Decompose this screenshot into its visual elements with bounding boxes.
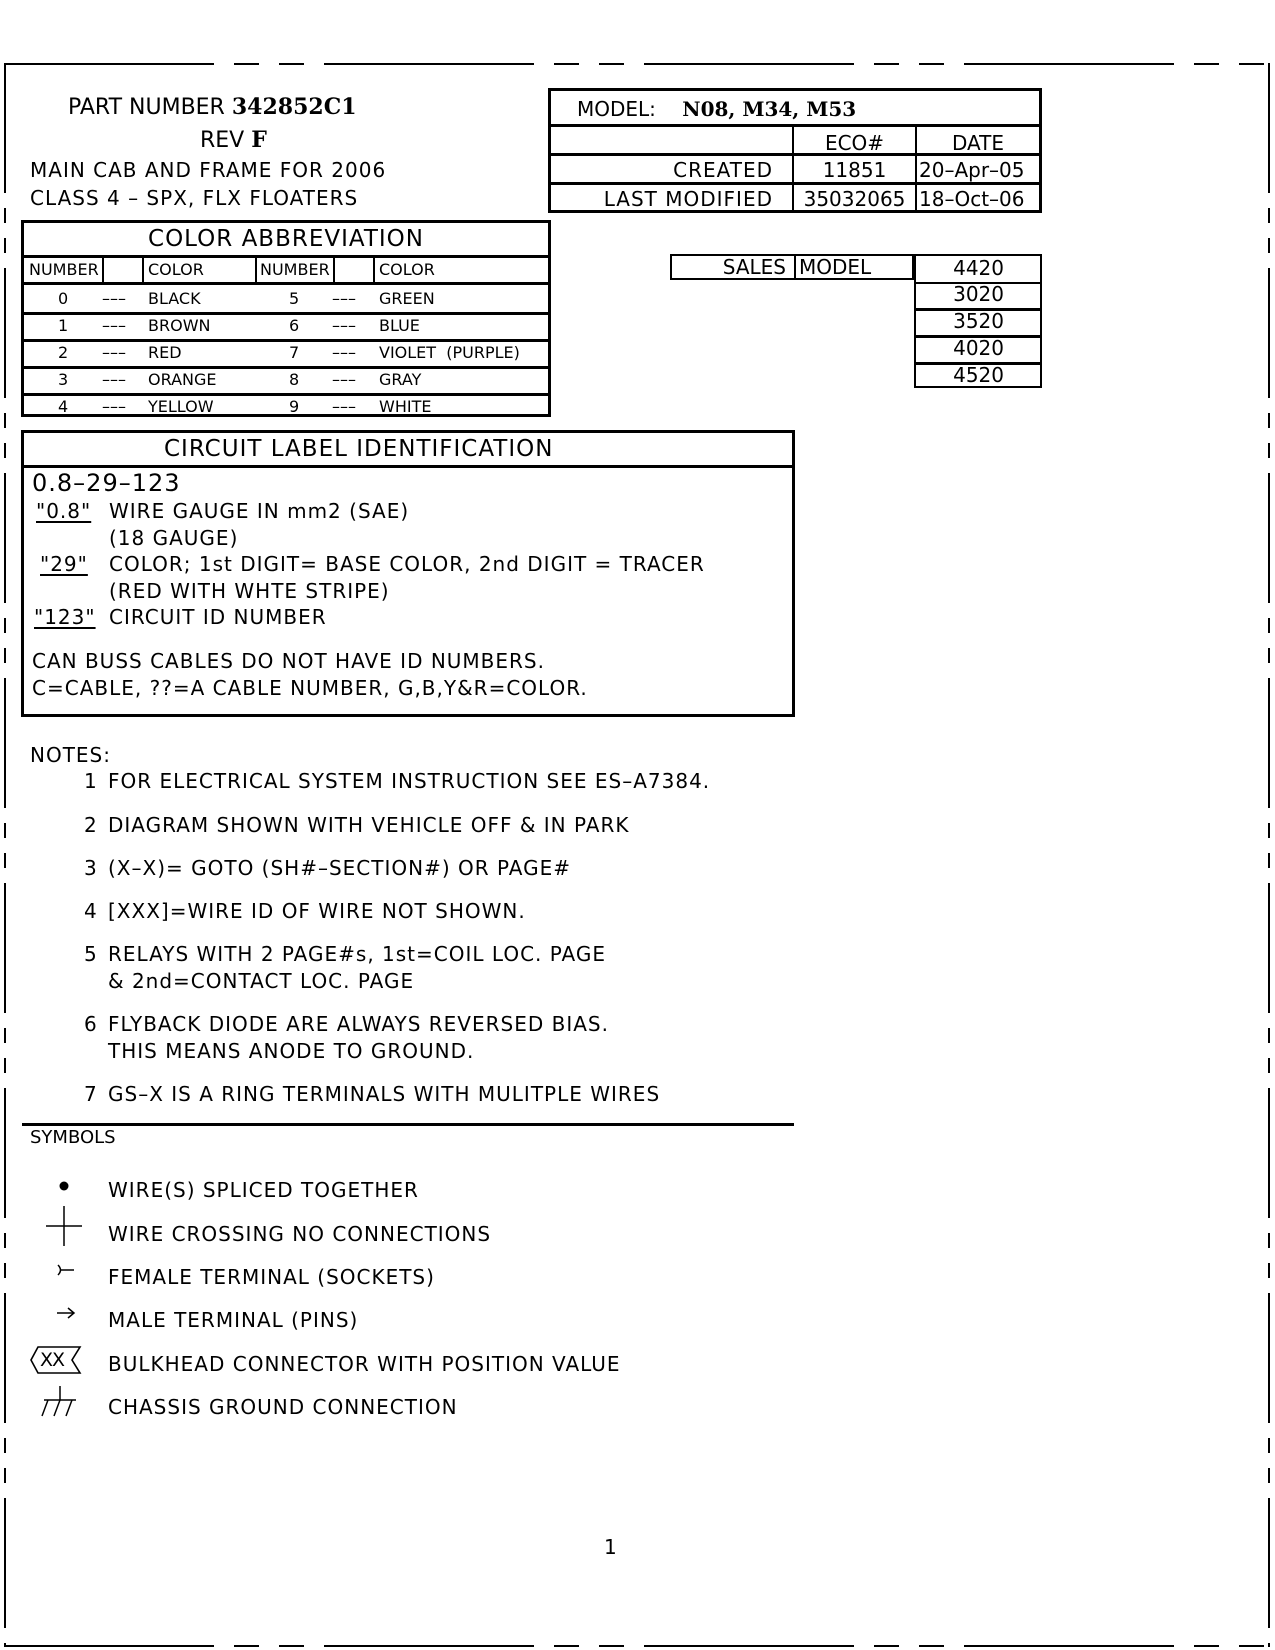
date-header: DATE (951, 131, 1005, 155)
color-row (24, 339, 548, 369)
gauge-sub: (18 GAUGE) (109, 526, 239, 550)
last-modified-label: LAST MODIFIED (603, 187, 773, 211)
divider (255, 258, 257, 282)
color-abbreviation-table (21, 220, 551, 417)
female-terminal-icon (54, 1262, 78, 1278)
color-row (24, 366, 548, 396)
symbol-label: CHASSIS GROUND CONNECTION (108, 1395, 458, 1419)
divider (551, 182, 1039, 185)
page-border-bottom (4, 1645, 1270, 1647)
dash-separator: ––– (332, 316, 356, 335)
color-name: YELLOW (148, 397, 214, 416)
created-date: 20–Apr–05 (919, 158, 1025, 182)
sales-model-value: 4420 (916, 256, 1040, 284)
created-eco: 11851 (822, 158, 887, 182)
color-row (24, 312, 548, 342)
color-number: 2 (58, 343, 69, 362)
color-number: 8 (289, 370, 300, 389)
divider (142, 258, 144, 282)
sales-label: SALES (722, 255, 786, 279)
note-text-continued: THIS MEANS ANODE TO GROUND. (108, 1039, 475, 1063)
dash-separator: ––– (102, 370, 126, 389)
dash-separator: ––– (332, 397, 356, 416)
chassis-ground-icon (36, 1384, 80, 1420)
bulkhead-position-text: XX (40, 1349, 65, 1371)
circuit-id-key: "123" (34, 605, 96, 629)
color-name: GREEN (379, 289, 435, 308)
note-text: DIAGRAM SHOWN WITH VEHICLE OFF & IN PARK (108, 813, 630, 837)
note-number: 5 (84, 942, 98, 966)
number-header: NUMBER (29, 260, 99, 279)
part-number-label: PART NUMBER (68, 95, 225, 120)
sales-model-value: 4520 (953, 363, 1004, 387)
note-number: 2 (84, 813, 98, 837)
note-text-continued: & 2nd=CONTACT LOC. PAGE (108, 969, 415, 993)
color-row (24, 393, 548, 420)
symbol-label: BULKHEAD CONNECTOR WITH POSITION VALUE (108, 1352, 621, 1376)
color-description: COLOR; 1st DIGIT= BASE COLOR, 2nd DIGIT = TRACER (109, 552, 705, 576)
section-divider (22, 1123, 794, 1126)
last-modified-date: 18–Oct–06 (919, 187, 1025, 211)
symbol-label: MALE TERMINAL (PINS) (108, 1308, 359, 1332)
dash-separator: ––– (102, 343, 126, 362)
symbol-label: FEMALE TERMINAL (SOCKETS) (108, 1265, 435, 1289)
rev-value: F (251, 127, 267, 153)
color-sub: (RED WITH WHTE STRIPE) (109, 579, 390, 603)
color-name: RED (148, 343, 182, 362)
note-number: 6 (84, 1012, 98, 1036)
model-label: MODEL: (577, 97, 656, 121)
dash-separator: ––– (332, 370, 356, 389)
note-number: 1 (84, 769, 98, 793)
bulkhead-connector-icon (28, 1344, 84, 1376)
color-name: BLUE (379, 316, 420, 335)
circuit-id-description: CIRCUIT ID NUMBER (109, 605, 327, 629)
description-line-2: CLASS 4 – SPX, FLX FLOATERS (30, 186, 359, 210)
color-table-header (24, 258, 548, 285)
color-row (24, 285, 548, 315)
circuit-label-example: 0.8–29–123 (32, 469, 181, 497)
note-number: 4 (84, 899, 98, 923)
revision-line (200, 127, 267, 153)
model-eco-block (548, 88, 1042, 213)
page-number: 1 (604, 1535, 617, 1559)
color-key: "29" (40, 552, 88, 576)
notes-heading: NOTES: (30, 743, 111, 767)
color-number: 6 (289, 316, 300, 335)
symbol-label: WIRE CROSSING NO CONNECTIONS (108, 1222, 492, 1246)
color-name: ORANGE (148, 370, 217, 389)
divider (551, 124, 1039, 127)
divider (794, 256, 796, 278)
color-number: 5 (289, 289, 300, 308)
cable-note: C=CABLE, ??=A CABLE NUMBER, G,B,Y&R=COLOR. (32, 676, 588, 700)
male-terminal-icon (54, 1305, 78, 1321)
color-abbreviation-title: COLOR ABBREVIATION (24, 223, 548, 258)
splice-dot-icon (56, 1178, 72, 1194)
divider (333, 258, 335, 282)
symbols-heading: SYMBOLS (30, 1127, 116, 1148)
gauge-description: WIRE GAUGE IN mm2 (SAE) (109, 499, 410, 523)
description-line-1: MAIN CAB AND FRAME FOR 2006 (30, 158, 387, 182)
dash-separator: ––– (102, 397, 126, 416)
color-header: COLOR (148, 260, 204, 279)
part-number-line (68, 94, 357, 120)
created-label: CREATED (673, 158, 773, 182)
color-name: BROWN (148, 316, 211, 335)
note-number: 3 (84, 856, 98, 880)
sales-model-header (670, 254, 914, 280)
color-number: 1 (58, 316, 69, 335)
note-text: [XXX]=WIRE ID OF WIRE NOT SHOWN. (108, 899, 526, 923)
color-name: GRAY (379, 370, 422, 389)
rev-label: REV (200, 128, 245, 153)
note-text: FOR ELECTRICAL SYSTEM INSTRUCTION SEE ES–A7384. (108, 769, 711, 793)
color-header: COLOR (379, 260, 435, 279)
page-border-left (4, 63, 6, 1647)
gauge-key: "0.8" (36, 499, 92, 523)
color-number: 0 (58, 289, 69, 308)
divider (373, 258, 375, 282)
color-name: VIOLET (PURPLE) (379, 343, 520, 362)
color-number: 7 (289, 343, 300, 362)
page-border-right (1268, 63, 1270, 1647)
model-line (577, 97, 856, 121)
circuit-label-identification (21, 430, 795, 717)
page-border-top (4, 63, 1270, 65)
wire-crossing-icon (44, 1204, 84, 1248)
sales-model-value: 3020 (916, 282, 1040, 311)
symbol-label: WIRE(S) SPLICED TOGETHER (108, 1178, 419, 1202)
sales-model-value: 3520 (916, 309, 1040, 338)
note-text: RELAYS WITH 2 PAGE#s, 1st=COIL LOC. PAGE (108, 942, 606, 966)
note-text: (X–X)= GOTO (SH#–SECTION#) OR PAGE# (108, 856, 572, 880)
can-buss-note: CAN BUSS CABLES DO NOT HAVE ID NUMBERS. (32, 649, 545, 673)
color-number: 4 (58, 397, 69, 416)
dash-separator: ––– (102, 289, 126, 308)
divider (102, 258, 104, 282)
eco-header: ECO# (824, 131, 885, 155)
sales-model-values (914, 254, 1042, 388)
note-text: FLYBACK DIODE ARE ALWAYS REVERSED BIAS. (108, 1012, 609, 1036)
part-number: 342852C1 (231, 94, 357, 120)
color-name: WHITE (379, 397, 432, 416)
note-number: 7 (84, 1082, 98, 1106)
last-modified-eco: 35032065 (803, 187, 906, 211)
note-text: GS–X IS A RING TERMINALS WITH MULITPLE WIRES (108, 1082, 661, 1106)
dash-separator: ––– (332, 343, 356, 362)
dash-separator: ––– (332, 289, 356, 308)
color-number: 9 (289, 397, 300, 416)
sales-model-value: 4020 (916, 336, 1040, 365)
model-label: MODEL (799, 255, 872, 279)
circuit-label-title: CIRCUIT LABEL IDENTIFICATION (24, 433, 792, 468)
number-header: NUMBER (260, 260, 330, 279)
color-name: BLACK (148, 289, 201, 308)
color-number: 3 (58, 370, 69, 389)
model-values: N08, M34, M53 (682, 97, 857, 121)
dash-separator: ––– (102, 316, 126, 335)
